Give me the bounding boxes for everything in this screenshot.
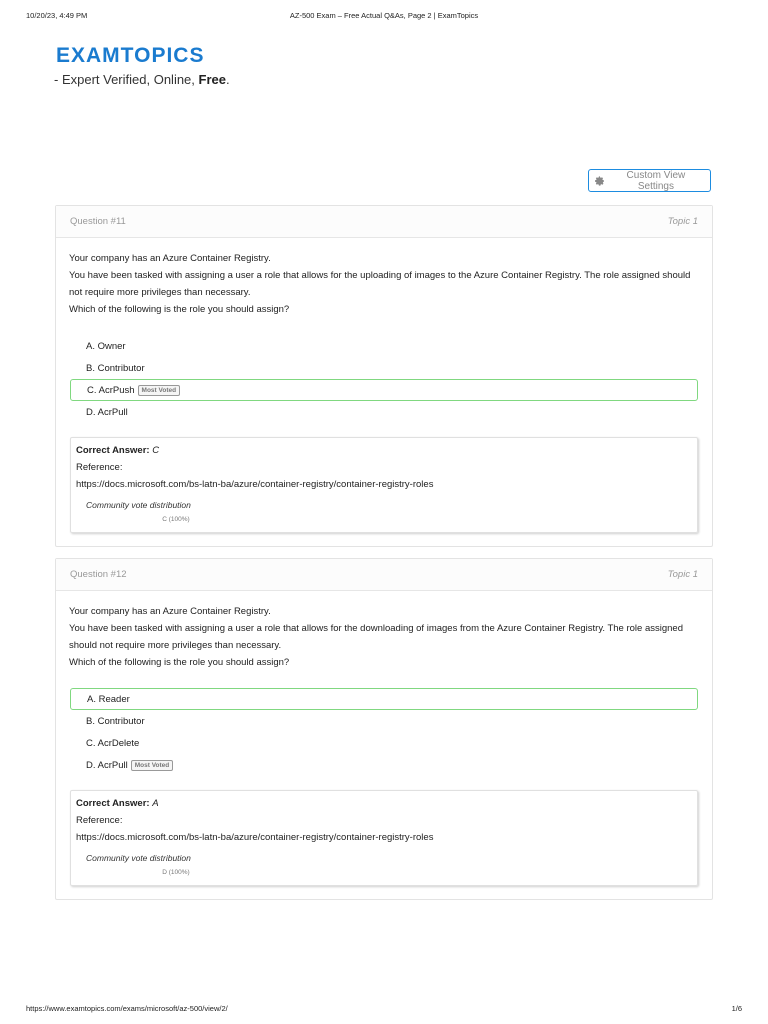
custom-view-settings-label: Custom View Settings bbox=[626, 169, 686, 192]
question-number: Question #11 bbox=[70, 216, 126, 227]
most-voted-badge: Most Voted bbox=[131, 760, 174, 771]
choice-a[interactable] bbox=[70, 335, 698, 357]
answer-box bbox=[70, 437, 698, 533]
question-text bbox=[69, 250, 699, 318]
tagline-bold: Free bbox=[198, 72, 226, 87]
most-voted-badge: Most Voted bbox=[138, 385, 181, 396]
reference-link[interactable]: https://docs.microsoft.com/bs-latn-ba/azure/container-registry/container-registry-roles bbox=[76, 479, 434, 490]
question-line: Your company has an Azure Container Registry. bbox=[69, 253, 271, 264]
choice-b[interactable] bbox=[70, 710, 698, 732]
print-url: https://www.examtopics.com/exams/microsoft/az-500/view/2/ bbox=[26, 1004, 228, 1013]
reference-link[interactable]: https://docs.microsoft.com/bs-latn-ba/azure/container-registry/container-registry-roles bbox=[76, 832, 434, 843]
question-line: Your company has an Azure Container Registry. bbox=[69, 606, 271, 617]
choice-label: B. Contributor bbox=[86, 715, 145, 727]
vote-distribution-label: Community vote distribution bbox=[86, 500, 191, 510]
print-title: AZ-500 Exam – Free Actual Q&As, Page 2 | ExamTopics bbox=[289, 11, 479, 20]
choice-d[interactable] bbox=[70, 401, 698, 423]
choice-c[interactable] bbox=[70, 732, 698, 754]
reference-label: Reference: bbox=[76, 815, 123, 826]
choice-label: D. AcrPull bbox=[86, 759, 128, 771]
correct-answer bbox=[76, 442, 692, 459]
vote-distribution-result: C (100%) bbox=[162, 516, 190, 523]
choice-label: D. AcrPull bbox=[86, 406, 128, 418]
question-line: You have been tasked with assigning a user a role that allows for the uploading of images to the Azure Container Registry. The role assigned should not require more privileges than necessary. bbox=[69, 270, 691, 298]
vote-distribution-label: Community vote distribution bbox=[86, 853, 191, 863]
correct-answer-label: Correct Answer: bbox=[76, 798, 150, 809]
choice-label: C. AcrDelete bbox=[86, 737, 140, 749]
correct-answer-value: A bbox=[152, 798, 159, 809]
custom-view-settings-button[interactable] bbox=[588, 169, 711, 192]
tagline-prefix: - Expert Verified, Online, bbox=[54, 72, 199, 87]
correct-answer-value: C bbox=[152, 445, 160, 456]
question-line: You have been tasked with assigning a user a role that allows for the downloading of images from the Azure Container Registry. The role assigned should not require more privileges than necessary. bbox=[69, 623, 683, 651]
choice-a[interactable] bbox=[70, 688, 698, 710]
question-card bbox=[55, 558, 713, 900]
question-card bbox=[55, 205, 713, 547]
question-header bbox=[56, 559, 712, 591]
choice-label: C. AcrPush bbox=[87, 384, 135, 396]
reference-label: Reference: bbox=[76, 462, 123, 473]
tagline-suffix: . bbox=[225, 72, 230, 87]
question-topic: Topic 1 bbox=[667, 569, 698, 580]
choice-label: A. Owner bbox=[86, 340, 126, 352]
question-number: Question #12 bbox=[70, 569, 127, 580]
choice-label: A. Reader bbox=[87, 693, 130, 705]
choices-list bbox=[69, 688, 699, 776]
choice-d[interactable] bbox=[70, 754, 698, 776]
question-line: Which of the following is the role you should assign? bbox=[69, 304, 290, 315]
question-line: Which of the following is the role you should assign? bbox=[69, 657, 290, 668]
tagline bbox=[54, 72, 230, 87]
question-header bbox=[56, 206, 712, 238]
print-date: 10/20/23, 4:49 PM bbox=[26, 11, 88, 20]
print-page-number: 1/6 bbox=[731, 1004, 742, 1013]
correct-answer bbox=[76, 795, 692, 812]
logo-text: EXAMTOPICS bbox=[56, 44, 205, 67]
answer-box bbox=[70, 790, 698, 886]
question-topic: Topic 1 bbox=[667, 216, 698, 227]
choice-label: B. Contributor bbox=[86, 362, 145, 374]
choices-list bbox=[69, 335, 699, 423]
examtopics-logo[interactable] bbox=[56, 44, 204, 70]
choice-b[interactable] bbox=[70, 357, 698, 379]
correct-answer-label: Correct Answer: bbox=[76, 445, 150, 456]
question-text bbox=[69, 603, 699, 671]
gear-icon bbox=[595, 176, 605, 186]
vote-distribution-result: D (100%) bbox=[162, 869, 190, 876]
choice-c[interactable] bbox=[70, 379, 698, 401]
